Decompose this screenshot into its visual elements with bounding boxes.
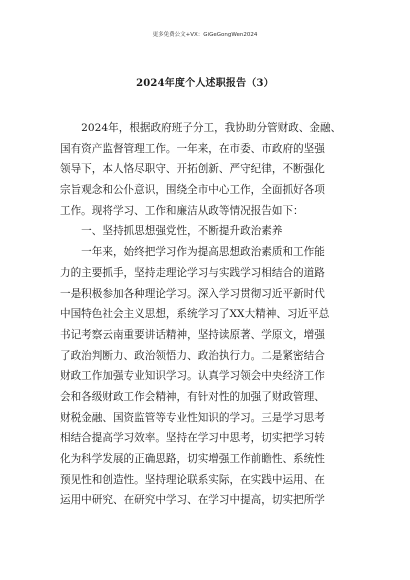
body-line: 工作。现将学习、工作和廉洁从政等情况报告如下： bbox=[60, 204, 304, 217]
document-body bbox=[60, 118, 352, 511]
body-line: 2024年，根据政府班子分工，我协助分管财政、金融、 bbox=[60, 122, 342, 134]
body-line: 运用中研究、在研究中学习、在学习中提高，切实把所学 bbox=[60, 494, 325, 507]
document-title: 2024年度个人述职报告（3） bbox=[136, 78, 274, 89]
body-line: 会和各级财政工作会精神，有针对性的加强了财政管理、 bbox=[60, 390, 325, 403]
body-line: 力的主要抓手，坚持走理论学习与实践学习相结合的道路 bbox=[60, 266, 325, 279]
body-line: 宗旨观念和公仆意识，围绕全市中心工作，全面抓好各项 bbox=[60, 184, 325, 197]
body-line: 了政治判断力、政治领悟力、政治执行力。二是紧密结合 bbox=[60, 349, 325, 362]
body-line: 一年来，始终把学习作为提高思想政治素质和工作能 bbox=[60, 246, 325, 259]
body-line: 领导下，本人恪尽职守、开拓创新、严守纪律，不断强化 bbox=[60, 163, 325, 176]
body-line: 财税金融、国资监管等专业性知识的学习。三是学习思考 bbox=[60, 411, 325, 424]
body-line: 相结合提高学习效率。坚持在学习中思考，切实把学习转 bbox=[60, 432, 325, 445]
body-line: 中国特色社会主义思想，系统学习了XX大精神、习近平总 bbox=[60, 308, 330, 321]
section-heading: 一、坚持抓思想强党性，不断提升政治素养 bbox=[60, 225, 283, 238]
header-note: 更多免费公文+VX：GiGeGongWen2024 bbox=[152, 32, 258, 38]
body-line: 一是积极参加各种理论学习。深入学习贯彻习近平新时代 bbox=[60, 287, 325, 300]
body-line: 财政工作加强专业知识学习。认真学习领会中央经济工作 bbox=[60, 370, 325, 383]
body-line: 书记考察云南重要讲话精神，坚持读原著、学原文，增强 bbox=[60, 328, 325, 341]
body-line: 国有资产监督管理工作。一年来，在市委、市政府的坚强 bbox=[60, 142, 325, 155]
body-line: 化为科学发展的正确思路，切实增强工作前瞻性、系统性 bbox=[60, 453, 325, 465]
body-line: 预见性和创造性。坚持理论联系实际，在实践中运用、在 bbox=[60, 473, 325, 486]
